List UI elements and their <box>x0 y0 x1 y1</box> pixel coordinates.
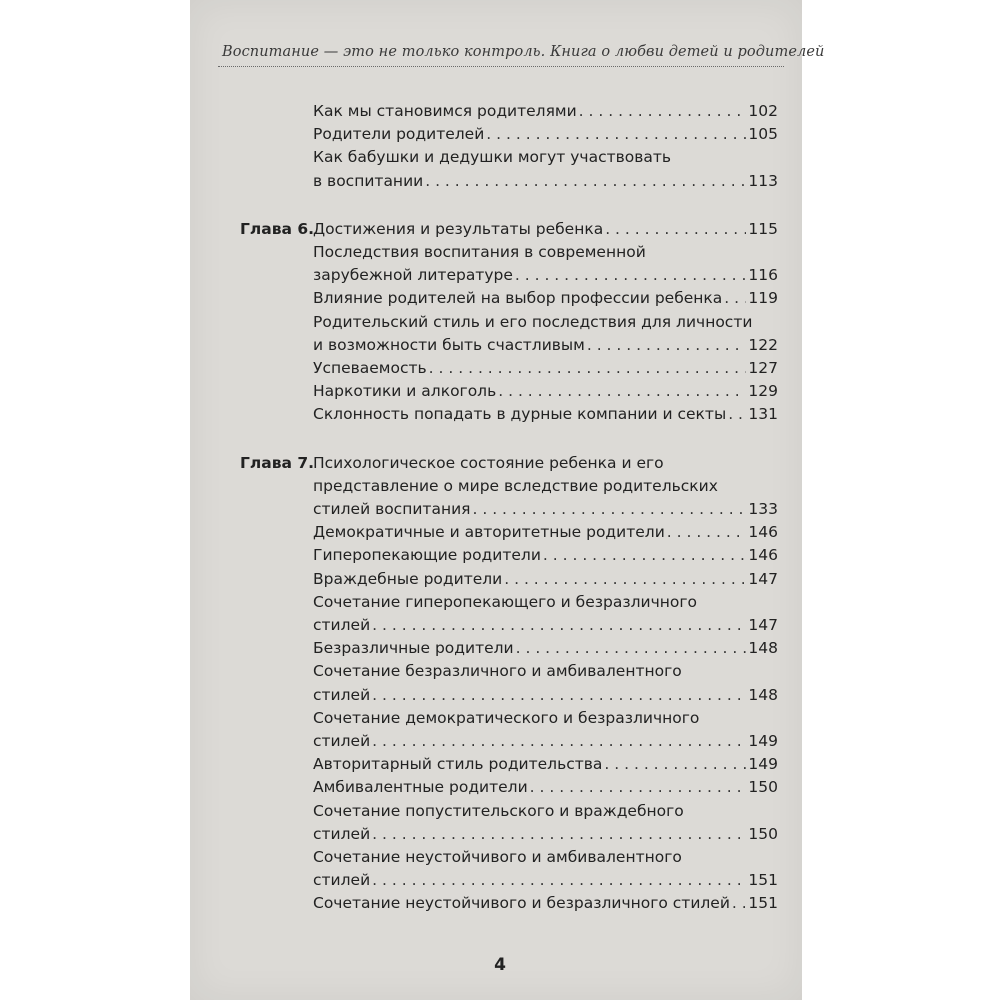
page-number: 4 <box>494 955 506 975</box>
toc-entry-line <box>0 287 1000 309</box>
toc-entry <box>313 100 778 122</box>
toc-entry <box>313 380 778 402</box>
header-divider <box>218 66 784 67</box>
dot-leader <box>429 357 747 379</box>
toc-entry-title: стилей <box>313 825 371 843</box>
toc-entry-line <box>0 334 1000 356</box>
toc-page-number: 119 <box>748 289 778 307</box>
toc-page-number: 122 <box>748 336 778 354</box>
toc-entry-title: Авторитарный стиль родительства <box>313 755 603 773</box>
toc-entry-line <box>0 707 1000 729</box>
dot-leader <box>667 521 747 543</box>
toc-page-number: 133 <box>748 500 778 518</box>
toc-entry <box>313 218 778 240</box>
toc-entry <box>313 334 778 356</box>
toc-page-number: 127 <box>748 359 778 377</box>
toc-entry-line <box>0 637 1000 659</box>
toc-entry-title: Успеваемость <box>313 359 427 377</box>
toc-entry-title: Склонность попадать в дурные компании и секты <box>313 405 727 423</box>
dot-leader <box>472 498 746 520</box>
toc-page-number: 115 <box>748 220 778 238</box>
toc-entry-title: стилей <box>313 616 371 634</box>
toc-entry <box>313 357 778 379</box>
toc-entry-line <box>0 660 1000 682</box>
toc-page-number: 151 <box>748 871 778 889</box>
toc-entry-title: стилей <box>313 686 371 704</box>
toc-entry-title: Достижения и результаты ребенка <box>313 220 604 238</box>
toc-page-number: 129 <box>748 382 778 400</box>
toc-page-number: 148 <box>748 639 778 657</box>
toc-entry-line <box>0 776 1000 798</box>
toc-entry <box>313 123 778 145</box>
toc-entry-line <box>0 614 1000 636</box>
dot-leader <box>498 380 746 402</box>
toc-entry <box>313 521 778 543</box>
toc-page-number: 150 <box>748 778 778 796</box>
toc-entry-line <box>0 170 1000 192</box>
toc-entry-line <box>0 475 1000 497</box>
toc-page-number: 105 <box>748 125 778 143</box>
toc-entry-line <box>0 521 1000 543</box>
toc-entry <box>313 170 778 192</box>
toc-page-number: 150 <box>748 825 778 843</box>
dot-leader <box>728 403 746 425</box>
toc-entry-title-line: Сочетание безразличного и амбивалентного <box>313 662 682 680</box>
dot-leader <box>372 730 746 752</box>
toc-entry-title: и возможности быть счастливым <box>313 336 585 354</box>
toc-page-number: 113 <box>748 172 778 190</box>
toc-entry <box>313 498 778 520</box>
dot-leader <box>372 869 746 891</box>
toc-entry-title-line: Родительский стиль и его последствия для личности <box>313 313 753 331</box>
toc-entry <box>313 823 778 845</box>
dot-leader <box>605 218 746 240</box>
toc-entry <box>313 287 778 309</box>
toc-page-number: 146 <box>748 546 778 564</box>
toc-entry <box>313 730 778 752</box>
chapter-label: Глава 6. <box>240 220 315 238</box>
toc-entry-line <box>0 357 1000 379</box>
toc-page-number: 147 <box>748 570 778 588</box>
toc-entry-title: стилей <box>313 732 371 750</box>
toc-entry-title-line: Сочетание демократического и безразличного <box>313 709 700 727</box>
toc-entry <box>313 403 778 425</box>
toc-entry-title: Демократичные и авторитетные родители <box>313 523 665 541</box>
toc-entry-line <box>0 591 1000 613</box>
toc-entry-title: стилей <box>313 871 371 889</box>
dot-leader <box>372 684 746 706</box>
toc-entry-title: Как мы становимся родителями <box>313 102 577 120</box>
dot-leader <box>516 637 747 659</box>
toc-entry-title: Гиперопекающие родители <box>313 546 541 564</box>
toc-entry-title: Влияние родителей на выбор профессии ребенка <box>313 289 723 307</box>
toc-page-number: 151 <box>748 894 778 912</box>
toc-entry-title: Амбивалентные родители <box>313 778 528 796</box>
toc-entry-line <box>0 452 1000 474</box>
toc-page-number: 149 <box>748 755 778 773</box>
toc-entry <box>313 568 778 590</box>
toc-entry <box>313 892 778 914</box>
toc-entry <box>313 684 778 706</box>
toc-entry-title-line: Сочетание гиперопекающего и безразличного <box>313 593 697 611</box>
toc-entry-line <box>0 869 1000 891</box>
toc-page-number: 116 <box>748 266 778 284</box>
toc-entry-line <box>0 544 1000 566</box>
toc-entry-title: стилей воспитания <box>313 500 471 518</box>
dot-leader <box>504 568 746 590</box>
toc-entry-title: Родители родителей <box>313 125 485 143</box>
toc-entry-line <box>0 730 1000 752</box>
toc-entry-line <box>0 753 1000 775</box>
toc-entry-line <box>0 403 1000 425</box>
toc-entry-title-line: Последствия воспитания в современной <box>313 243 646 261</box>
toc-entry-title-line: Сочетание неустойчивого и амбивалентного <box>313 848 682 866</box>
toc-entry-line <box>0 568 1000 590</box>
toc-entry-title-line: Сочетание попустительского и враждебного <box>313 802 684 820</box>
toc-entry-line <box>0 823 1000 845</box>
toc-entry-title-line: Как бабушки и дедушки могут участвовать <box>313 148 672 166</box>
dot-leader <box>425 170 746 192</box>
dot-leader <box>732 892 746 914</box>
chapter-label: Глава 7. <box>240 454 315 472</box>
toc-page-number: 146 <box>748 523 778 541</box>
toc-page-number: 147 <box>748 616 778 634</box>
toc-entry-title: Враждебные родители <box>313 570 503 588</box>
toc-entry-line <box>0 380 1000 402</box>
dot-leader <box>515 264 747 286</box>
dot-leader <box>543 544 747 566</box>
toc-entry-title-line: Психологическое состояние ребенка и его <box>313 454 664 472</box>
toc-entry-title-line: представление о мире вследствие родительских <box>313 477 718 495</box>
toc-entry-line <box>0 146 1000 168</box>
dot-leader <box>579 100 747 122</box>
toc-entry-line <box>0 218 1000 240</box>
toc-entry-line <box>0 311 1000 333</box>
toc-entry-line <box>0 892 1000 914</box>
toc-entry-line <box>0 800 1000 822</box>
dot-leader <box>486 123 746 145</box>
toc-page-number: 149 <box>748 732 778 750</box>
dot-leader <box>604 753 746 775</box>
toc-entry <box>313 614 778 636</box>
dot-leader <box>372 614 746 636</box>
toc-entry <box>313 264 778 286</box>
toc-entry-line <box>0 846 1000 868</box>
toc-page-number: 131 <box>748 405 778 423</box>
toc-entry-line <box>0 264 1000 286</box>
toc-entry-line <box>0 684 1000 706</box>
toc-entry-title: зарубежной литературе <box>313 266 513 284</box>
toc-entry-line <box>0 100 1000 122</box>
dot-leader <box>530 776 747 798</box>
toc-entry-title: Безразличные родители <box>313 639 514 657</box>
toc-entry-title: Наркотики и алкоголь <box>313 382 497 400</box>
toc-page-number: 102 <box>748 102 778 120</box>
toc-page-number: 148 <box>748 686 778 704</box>
toc-entry-line <box>0 498 1000 520</box>
dot-leader <box>587 334 747 356</box>
toc-entry <box>313 776 778 798</box>
toc-entry <box>313 753 778 775</box>
toc-entry-title: Сочетание неустойчивого и безразличного стилей <box>313 894 730 912</box>
toc-entry-title: в воспитании <box>313 172 424 190</box>
toc-entry <box>313 637 778 659</box>
toc-entry-line <box>0 123 1000 145</box>
toc-entry <box>313 544 778 566</box>
toc-entry <box>313 869 778 891</box>
toc-entry-line <box>0 241 1000 263</box>
dot-leader <box>724 287 746 309</box>
running-head: Воспитание — это не только контроль. Книга о любви детей и родителей <box>222 44 825 60</box>
dot-leader <box>372 823 746 845</box>
